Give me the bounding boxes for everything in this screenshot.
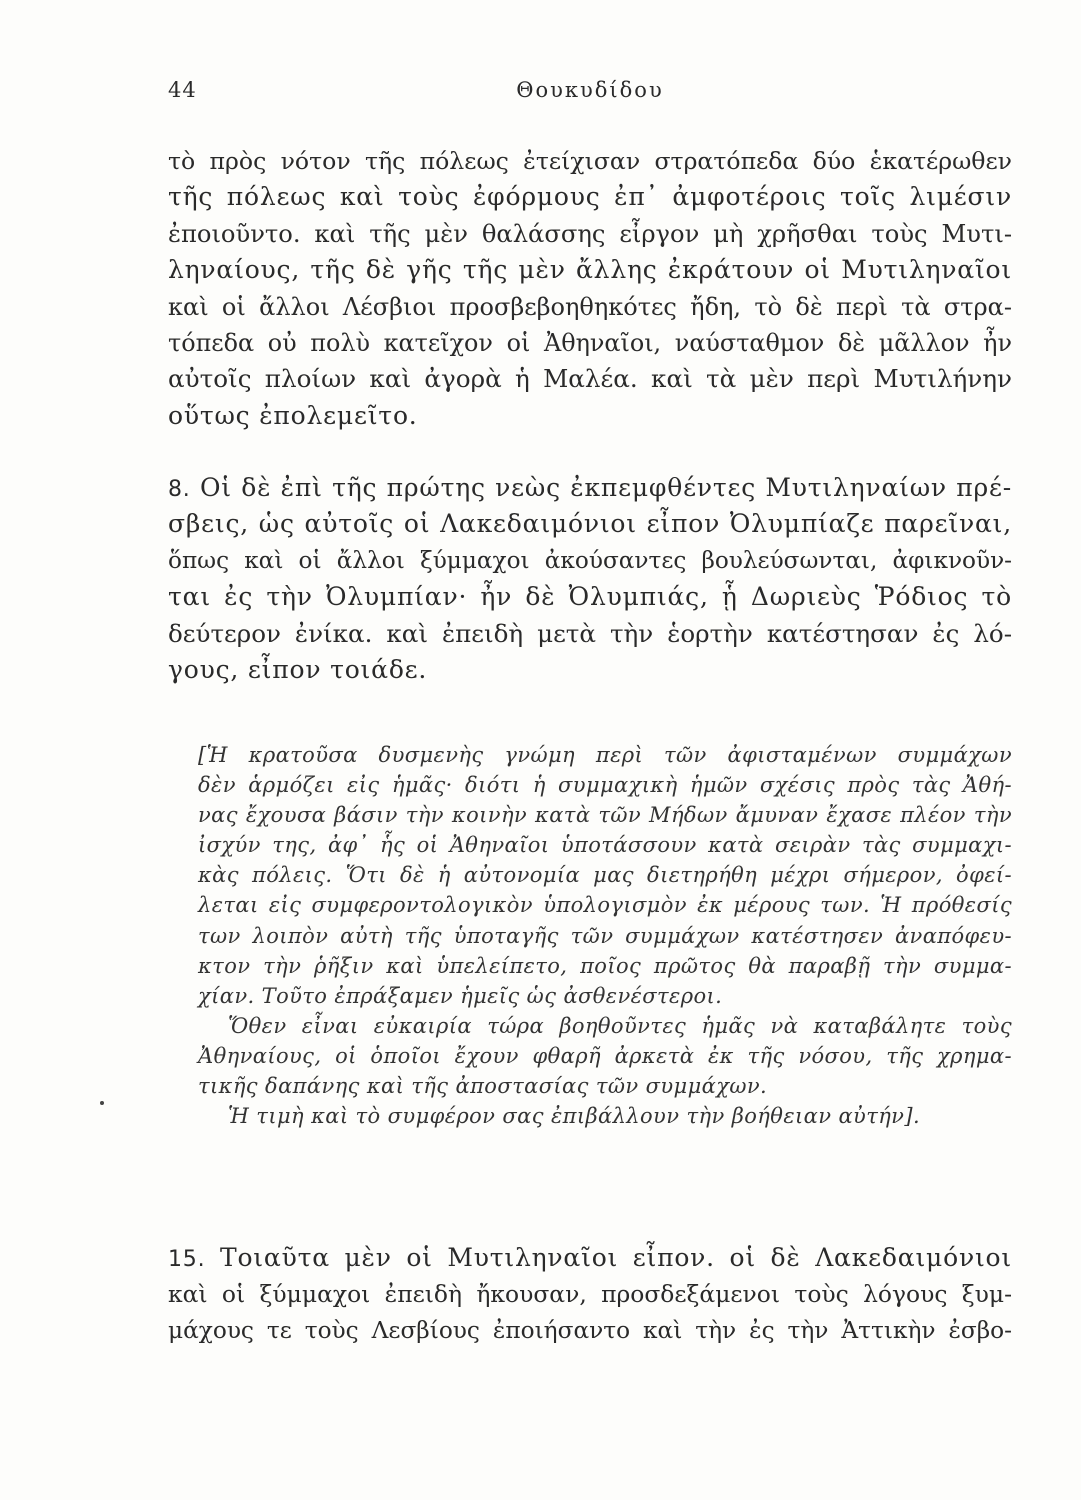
translation-line: δὲν ἁρμόζει εἰς ἡμᾶς· διότι ἡ συμμαχικὴ ἡμῶν σχέσις πρὸς τὰς Ἀθή- [198, 773, 1012, 798]
translation-line: λεται εἰς συμφεροντολογικὸν ὑπολογισμὸν ἐκ μέρους των. Ἡ πρόθεσίς [198, 893, 1012, 918]
translation-line: χίαν. Τοῦτο ἐπράξαμεν ἡμεῖς ὡς ἀσθενέστεροι. [198, 983, 723, 1008]
text-line: γους, εἶπον τοιάδε. [168, 654, 428, 684]
passage-top [168, 143, 1012, 434]
section-15-first-line [168, 1240, 1012, 1276]
section-number: 8. [168, 477, 191, 502]
translation-line: κτον τὴν ῥῆξιν καὶ ὑπελείπετο, ποῖος πρῶτος θὰ παραβῇ τὴν συμμα- [198, 953, 1012, 978]
text-line: τόπεδα οὐ πολὺ κατεῖχον οἱ Ἀθηναῖοι, ναύσταθμον δὲ μᾶλλον ἦν [168, 328, 1012, 357]
translation-line: [Ἡ κρατοῦσα δυσμενὴς γνώμη περὶ τῶν ἀφισταμένων συμμάχων [198, 743, 1012, 767]
text-line: τῆς πόλεως καὶ τοὺς ἐφόρμους ἐπ᾽ ἀμφοτέροις τοῖς λιμέσιν [168, 182, 1012, 212]
section-8-first-line [168, 470, 1012, 506]
text-line: σβεις, ὡς αὐτοῖς οἱ Λακεδαιμόνιοι εἶπον Ὀλυμπίαζε παρεῖναι, [168, 509, 1012, 539]
translation-line: Ἀθηναίους, οἱ ὁποῖοι ἔχουν φθαρῆ ἀρκετὰ ἐκ τῆς νόσου, τῆς χρημα- [198, 1043, 1012, 1068]
margin-mark [100, 1101, 104, 1105]
section-number: 15. [168, 1247, 206, 1272]
text-line: καὶ οἱ ξύμμαχοι ἐπειδὴ ἤκουσαν, προσδεξάμενοι τοὺς λόγους ξυμ- [168, 1280, 1012, 1309]
text-line: καὶ οἱ ἄλλοι Λέσβιοι προσβεβοηθηκότες ἤδη, τὸ δὲ περὶ τὰ στρα- [168, 292, 1012, 321]
page-header [168, 78, 1012, 108]
text-line: αὐτοῖς πλοίων καὶ ἀγορὰ ἡ Μαλέα. καὶ τὰ μὲν περὶ Μυτιλήνην [168, 364, 1012, 394]
translation-line: Ἡ τιμὴ καὶ τὸ συμφέρον σας ἐπιβάλλουν τὴν βοήθειαν αὐτήν]. [228, 1104, 921, 1129]
translation-line: Ὅθεν εἶναι εὐκαιρία τώρα βοηθοῦντες ἡμᾶς νὰ καταβάλητε τοὺς [228, 1013, 1012, 1038]
text-line: ἐποιοῦντο. καὶ τῆς μὲν θαλάσσης εἶργον μὴ χρῆσθαι τοὺς Μυτι- [168, 219, 1012, 248]
section-8 [168, 470, 1012, 688]
text-line: Τοιαῦτα μὲν οἱ Μυτιληναῖοι εἶπον. οἱ δὲ Λακεδαιμόνιοι [219, 1243, 1013, 1272]
text-line: μάχους τε τοὺς Λεσβίους ἐποιήσαντο καὶ τὴν ἐς τὴν Ἀττικὴν ἐσβο- [168, 1316, 1012, 1344]
text-line: ται ἐς τὴν Ὀλυμπίαν· ἦν δὲ Ὀλυμπιάς, ᾗ Δωριεὺς Ῥόδιος τὸ [168, 582, 1012, 612]
text-line: τὸ πρὸς νότον τῆς πόλεως ἐτείχισαν στρατόπεδα δύο ἑκατέρωθεν [168, 147, 1012, 175]
text-line: δεύτερον ἐνίκα. καὶ ἐπειδὴ μετὰ τὴν ἑορτὴν κατέστησαν ἐς λό- [168, 618, 1012, 648]
page-number: 44 [168, 78, 197, 102]
translation-line: κὰς πόλεις. Ὅτι δὲ ἡ αὐτονομία μας διετηρήθη μέχρι σήμερον, ὀφεί- [198, 863, 1012, 888]
text-line: Οἱ δὲ ἐπὶ τῆς πρώτης νεὼς ἐκπεμφθέντες Μυτιληναίων πρέ- [199, 473, 1013, 502]
text-line: ληναίους, τῆς δὲ γῆς τῆς μὲν ἄλλης ἐκράτουν οἱ Μυτιληναῖοι [168, 255, 1012, 285]
translation-line: τικῆς δαπάνης καὶ τῆς ἀποστασίας τῶν συμμάχων. [198, 1074, 768, 1099]
translation-line: νας ἔχουσα βάσιν τὴν κοινὴν κατὰ τῶν Μήδων ἄμυναν ἔχασε πλέον τὴν [198, 803, 1012, 828]
text-line: ὅπως καὶ οἱ ἄλλοι ξύμμαχοι ἀκούσαντες βουλεύσωνται, ἀφικνοῦν- [168, 546, 1012, 574]
modern-greek-summary [198, 740, 1012, 1131]
text-line: οὕτως ἐπολεμεῖτο. [168, 400, 418, 430]
translation-line: των λοιπὸν αὐτὴ τῆς ὑποταγῆς τῶν συμμάχων κατέστησεν ἀναπόφευ- [198, 923, 1012, 948]
translation-line: ἰσχύν της, ἀφ᾽ ἧς οἱ Ἀθηναῖοι ὑποτάσσουν κατὰ σειρὰν τὰς συμμαχι- [198, 833, 1012, 858]
running-title: Θουκυδίδου [516, 78, 664, 102]
section-15 [168, 1240, 1012, 1349]
